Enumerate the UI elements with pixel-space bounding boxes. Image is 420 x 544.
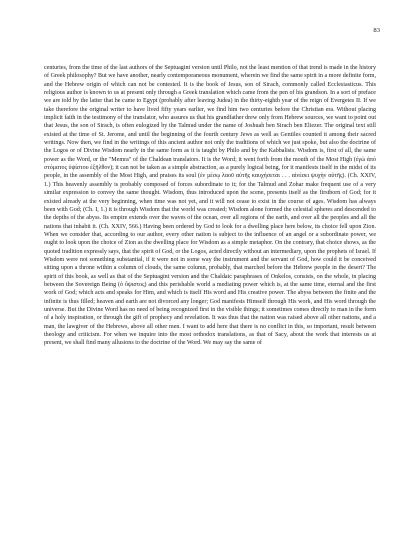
body-text <box>44 64 376 348</box>
text-run: ); it can not be taken as a simple abstraction, as a purely logical being, for it manifests itself in the midst of its people, in the assembly of the Most High, and praises its soul ( <box>44 165 376 180</box>
text-run: ) and this perishable world a mediating power which is, at the same time, eternal and the first work of God; which acts and speaks for Him, and which is itself His word and His creative power. The abyss between the finite and the infinite is thus filled; heaven and earth are not divorced any longer; God manifests Himself through His work, and His word through the universe. But the Divine Word has no need of being recognized first in the visible things; it sometimes comes directly to man in the form of a holy inspiration, or through the gift of prophecy and revelation. It was thus that the nation was raised above all other nations, and a man, the lawgiver of the Hebrews, above all other men. I want to add here that there is no conflict in this, so important, result between theology and criticism. For when we inquire into the most orthodox translations, as that of Sacy, about the work that interests us at present, we shall find many allusions to the doctrine of the Word. We may say the same of <box>44 281 376 347</box>
page-number: 83 <box>373 27 380 34</box>
body-paragraph <box>44 64 376 348</box>
greek-quotation: ὁ ὕψιστος <box>120 281 145 288</box>
greek-quotation: ἐν μέσῳ λαοῦ αὐτῆς καυχήσεται . . . αἰνέσει ψυχὴν αὐτῆς <box>199 173 343 180</box>
text-run: Word; it went forth from the mouth of the Most High ( <box>220 156 356 163</box>
greek-quotation: ἐγὼ ἀπὸ στόματος ὑψίστου ἐξῆλθον <box>44 156 376 172</box>
text-run: centuries, from the time of the last authors of the Septuagint version until Philo, not the least mention of that trend is made in the history of Greek philosophy? But we have another, nearly contemporaneous monument, wherein we find the same spirit in a more definite form, and the Hebrew origin of which can not be contested. It is the book of Jesus, son of Sirach, commonly called Ecclesiasticus. This religious author is known to us at present only through a Greek translation which came from the pen of his grandson. In a sort of preface we are told by the latter that he came to Egypt (probably after leaving Judea) in the thirty-eighth year of the reign of Evergetes II. If we take therefore the original writer to have lived fifty years earlier, we find him two centuries before the Christian era. Without placing implicit faith in the testimony of the translator, who assures us that his grandfather drew only from Hebrew sources, we want to point out that Jesus, the son of Sirach, is often eulogized by the Talmud under the name of Joshuah ben Sirach ben Eliezer. The original text still existed at the time of St. Jerome, and until the beginning of the fourth century Jews as well as Gentiles counted it among their sacred writings. Now then, we find in the writings of this ancient author not only the traditions of which we just spoke, but also the doctrine of the Logos or of Divine Wisdom nearly in the same form as it is taught by Philo and by the Kabbalists. Wisdom is, first of all, the same power as the Word, or the "Memra" of the Chaldean translators. It is <box>44 65 376 163</box>
text-run: ). (Ch. XXIV, 1.) This heavenly assembly is probably composed of forces subordinate to it; for the Talmud and Zohar make frequent use of a very similar expression to convey the same thought. Wisdom, thus introduced upon the scene, presents itself as the firstborn of God; for it existed already at the very beginning, when time was not yet, and it will not cease to exist in the course of ages. Wisdom has always been with God; (Ch. I, 1.) it is through Wisdom that the world was created; Wisdom alone formed the celestial spheres and descended to the depths of the abyss. Its empire extends over the waves of the ocean, over all regions of the earth, and over all the peoples and all the nations that inhabit it. (Ch. XXIV, 566.) Having been ordered by God to look for a dwelling place here below, its choice fell upon Zion. When we consider that, according to our author, every other nation is subject to the influence of an angel or a subordinate power, we ought to look upon the choice of Zion as the dwelling place for Wisdom as a simple metaphor. On the contrary, that choice shows, as the quoted tradition expressly says, that the spirit of God, or the Logos, acted directly without an intermediary, upon the prophets of Israel. If Wisdom were not something substantial, if it were not in some way the instrument and the servant of God, how could it be conceived sitting upon a throne within a column of clouds, the same column, probably, that marched before the Hebrew people in the desert? The spirit of this book, as well as that of the Septuagint version and the Chaldaic paraphrases of Onkelos, consists, on the whole, in placing between the Sovereign Being ( <box>44 173 376 288</box>
emphasis-text: the <box>212 156 221 163</box>
